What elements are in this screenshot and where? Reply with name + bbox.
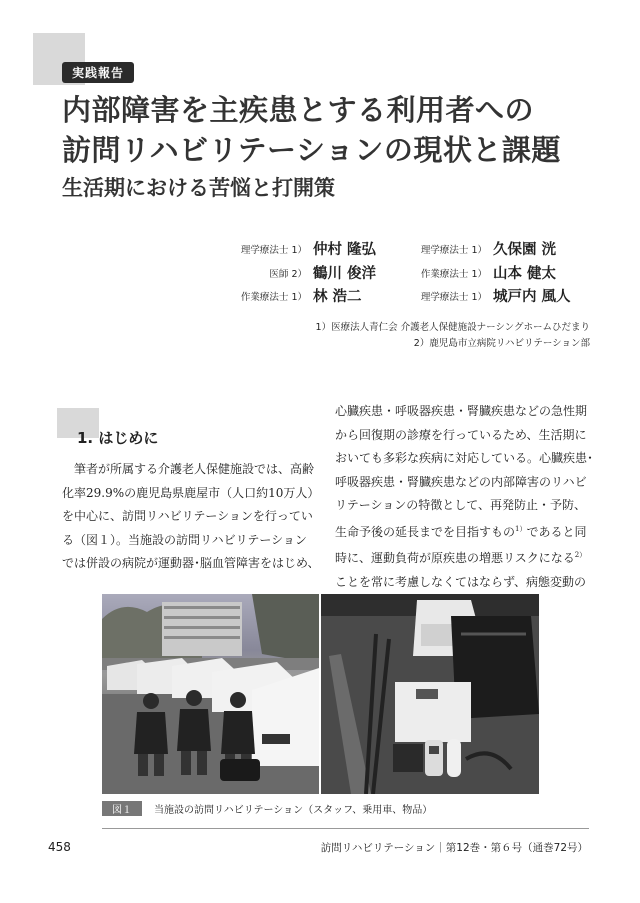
text-line: 心臓疾患・呼吸器疾患・腎臓疾患などの急性期 [335, 404, 588, 418]
affiliation: 1）医療法人青仁会 介護老人保健施設ナーシングホームひだまり [315, 322, 590, 333]
photo-equipment [321, 594, 539, 794]
text-line: 化率29.9%の鹿児島県鹿屋市（人口約10万人） [62, 485, 320, 500]
author-entry [365, 238, 556, 259]
author-role: 理学療法士 1） [240, 244, 307, 256]
text-span: 時に、運動負荷が原疾患の増悪リスクになる [335, 551, 575, 565]
author-name: 林 浩二 [313, 289, 362, 305]
author-role: 作業療法士 1） [420, 268, 487, 280]
text-line: おいても多彩な疾病に対応している。心臓疾患･ [335, 451, 594, 465]
text-line: リテーションの特徴として、再発防止・予防、 [335, 498, 587, 512]
author-name: 城戸内 風人 [493, 289, 571, 305]
text-line: では併設の病院が運動器･脳血管障害をはじめ、 [62, 556, 320, 570]
author-entry [195, 238, 376, 259]
author-name: 仲村 隆弘 [313, 242, 377, 258]
figure-caption [102, 801, 432, 816]
page-number: 458 [48, 840, 71, 854]
section-heading: 1. はじめに [77, 429, 159, 447]
author-entry [195, 262, 376, 283]
text-line: 筆者が所属する介護老人保健施設では、高齢 [74, 462, 315, 476]
text-line: ことを常に考慮しなくてはならず、病態変動の [335, 574, 587, 589]
citation-ref: 2） [574, 551, 587, 559]
affiliation: 2）鹿児島市立病院リハビリテーション部 [413, 338, 590, 349]
figure-caption-text: 当施設の訪問リハビリテーション（スタッフ、乗用車、物品） [154, 805, 433, 816]
author-role: 医師 2） [269, 268, 307, 280]
equipment-illustration [321, 594, 539, 794]
text-line: から回復期の診療を行っているため、生活期に [335, 427, 587, 442]
text-line: を中心に、訪問リハビリテーションを行ってい [62, 509, 313, 523]
journal-info: 訪問リハビリテーション｜第12巻・第６号（通巻72号） [320, 842, 588, 854]
staff-cars-illustration [102, 594, 319, 794]
author-entry [365, 285, 571, 306]
author-name: 久保園 洸 [493, 242, 557, 258]
title-line-1: 内部障害を主疾患とする利用者への [62, 93, 535, 127]
text-span: であると同 [526, 524, 587, 539]
title-line-2: 訪問リハビリテーションの現状と課題 [62, 133, 561, 167]
citation-ref: 1） [515, 524, 527, 533]
figure-label: 図１ [102, 801, 142, 816]
subtitle: 生活期における苦悩と打開策 [62, 175, 335, 200]
text-line: る（図１）。当施設の訪問リハビリテーション [62, 532, 307, 547]
right-column-text [335, 400, 593, 594]
author-role: 理学療法士 1） [420, 244, 487, 256]
author-entry [195, 285, 362, 306]
text-span: 生命予後の延長までを目指すもの [335, 524, 516, 539]
author-entry [365, 262, 556, 283]
photo-staff-and-cars [102, 594, 319, 794]
author-name: 鶴川 俊洋 [313, 266, 377, 282]
text-line [335, 518, 593, 545]
author-role: 作業療法士 1） [240, 291, 307, 303]
text-line: 呼吸器疾患・腎臓疾患などの内部障害のリハビ [335, 474, 587, 489]
text-line [335, 544, 593, 571]
author-role: 理学療法士 1） [420, 291, 487, 303]
footer-divider [102, 828, 589, 829]
left-column-text [62, 458, 320, 576]
article-type-tag: 実践報告 [62, 62, 134, 83]
author-name: 山本 健太 [493, 266, 557, 282]
